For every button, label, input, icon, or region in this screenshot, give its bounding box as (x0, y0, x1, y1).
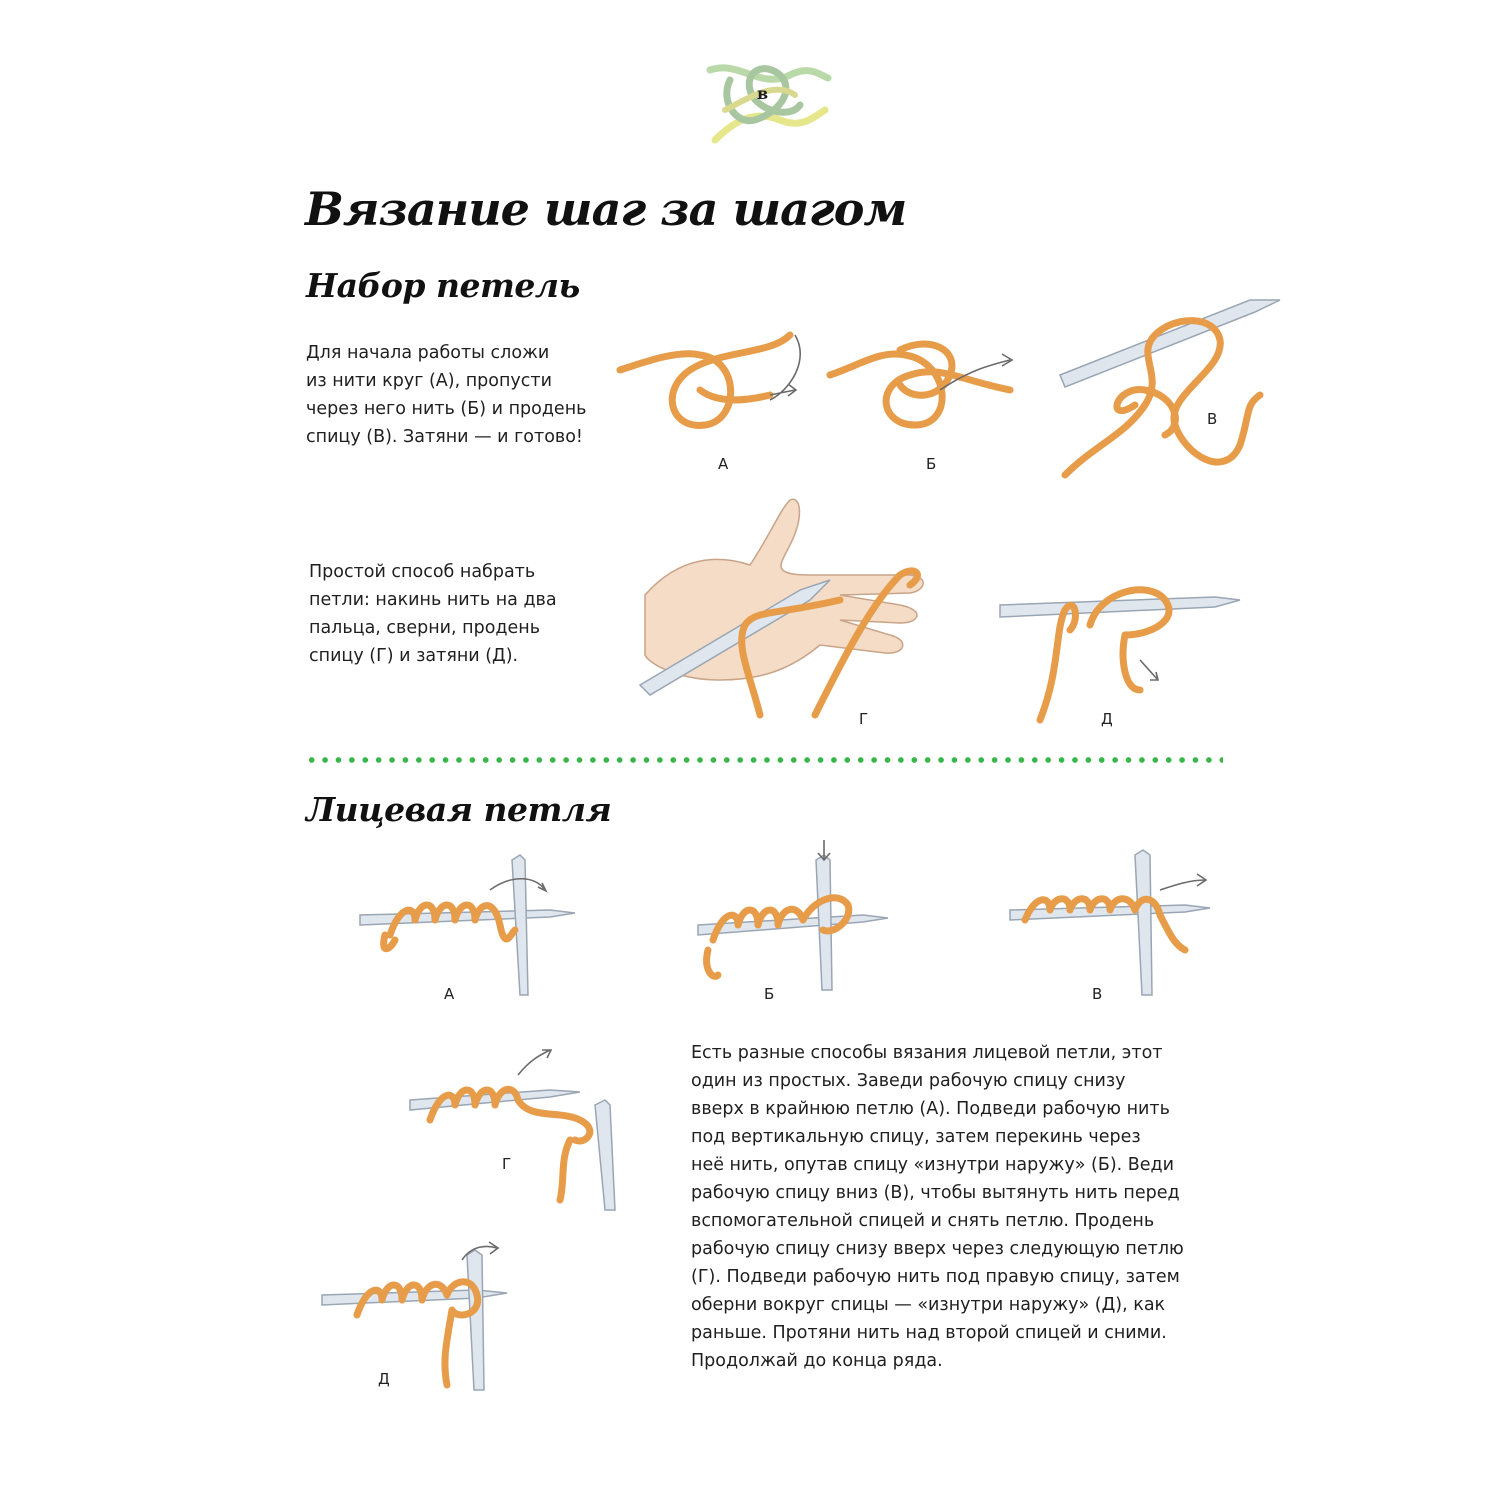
knit-stitch-paragraph: Есть разные способы вязания лицевой петли, этот один из простых. Заведи рабочую спицу снизу вверх в крайнюю петлю (А). Подведи рабочую нить под вертикальную спицу, затем перекинь через неё нить, опутав спицу «изнутри наружу» (Б). Веди рабочую спицу вниз (В), чтобы вытянуть нить перед вспомогательной спицей и снять петлю. Продень рабочую спицу снизу вверх через следующую петлю (Г). Подведи рабочую нить под правую спицу, затем оберни вокруг спицы — «изнутри наружу» (Д), как раньше. Протяни нить над второй спицей и сними. Продолжай до конца ряда. (691, 1043, 1184, 1371)
caption-knit-a: А (444, 985, 455, 1003)
knot-logo (700, 50, 830, 150)
caption-cast-on-v: В (1207, 410, 1218, 428)
cast-on-illustration-b (830, 330, 1030, 450)
dotted-divider (305, 756, 1223, 764)
caption-cast-on-g: Г (859, 710, 869, 728)
cast-on-illustration-a (620, 330, 820, 450)
cast-on-paragraph-2: Простой способ набрать петли: накинь нить на два пальца, сверни, продень спицу (Г) и затяни (Д). (309, 562, 557, 666)
cast-on-paragraph-1: Для начала работы сложи из нити круг (А), пропусти через него нить (Б) и продень спицу (В). Затяни — и готово! (306, 343, 587, 447)
caption-cast-on-a: А (718, 455, 729, 473)
caption-knit-b: Б (764, 985, 775, 1003)
cast-on-heading: Набор петель (306, 266, 580, 305)
knit-illustration-g (410, 1050, 620, 1210)
caption-knit-g: Г (502, 1155, 512, 1173)
knit-illustration-d (322, 1240, 522, 1390)
knit-illustration-b (698, 840, 908, 995)
cast-on-illustration-d (1000, 580, 1245, 720)
caption-cast-on-d: Д (1101, 710, 1113, 728)
cast-on-illustration-v (1055, 295, 1285, 485)
page-title: Вязание шаг за шагом (305, 182, 907, 236)
cast-on-illustration-g (640, 495, 940, 725)
knit-illustration-v (1010, 850, 1220, 995)
knit-stitch-heading: Лицевая петля (306, 790, 612, 829)
caption-knit-v: В (1092, 985, 1103, 1003)
caption-cast-on-b: Б (926, 455, 937, 473)
logo-letter: в (757, 84, 769, 103)
caption-knit-d: Д (378, 1370, 390, 1388)
knit-illustration-a (360, 855, 580, 995)
